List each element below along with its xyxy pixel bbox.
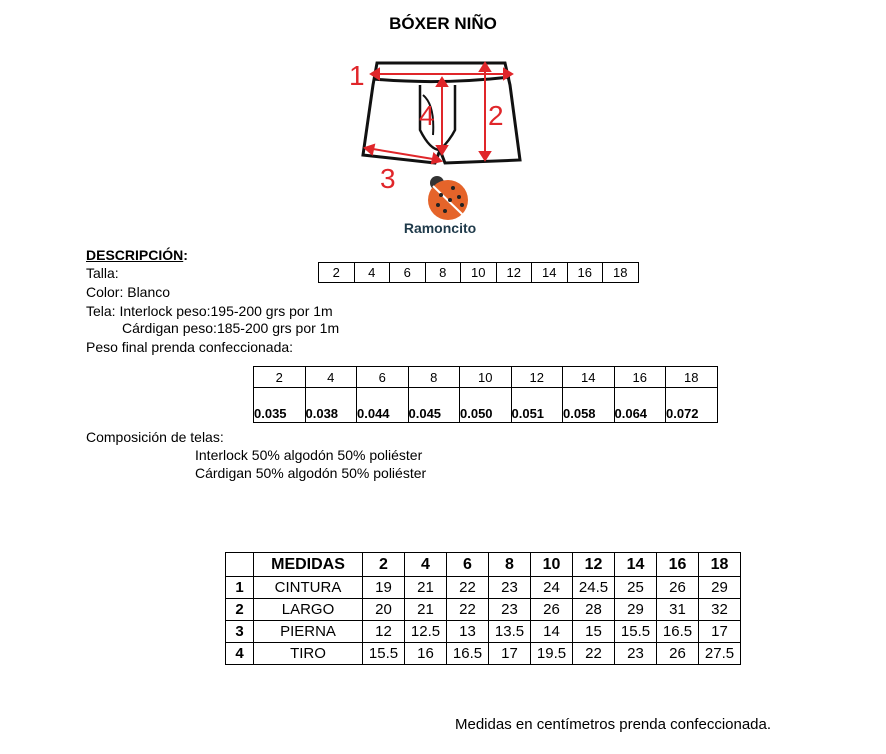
- weight-size-cell: 16: [614, 367, 666, 388]
- composition-cardigan: Cárdigan 50% algodón 50% poliéster: [195, 465, 427, 481]
- measure-name: TIRO: [254, 643, 363, 665]
- weight-value-cell: 0.050: [460, 388, 512, 423]
- weight-value-cell: 0.072: [666, 388, 718, 423]
- measure-value: 22: [573, 643, 615, 665]
- peso-final-text: Peso final prenda confeccionada:: [86, 339, 294, 355]
- composition-interlock: Interlock 50% algodón 50% poliéster: [195, 447, 423, 463]
- color-text: Color: Blanco: [86, 284, 171, 300]
- measure-value: 16.5: [657, 621, 699, 643]
- measure-value: 14: [531, 621, 573, 643]
- measure-size-header: 8: [489, 553, 531, 577]
- measures-header: MEDIDAS: [254, 553, 363, 577]
- measure-value: 12.5: [405, 621, 447, 643]
- size-cell: 12: [496, 263, 532, 283]
- measure-value: 22: [447, 599, 489, 621]
- weight-value-cell: 0.051: [511, 388, 563, 423]
- measure-value: 24: [531, 577, 573, 599]
- label-1: 1: [349, 60, 365, 91]
- measure-value: 32: [699, 599, 741, 621]
- corner-cell: [226, 553, 254, 577]
- size-cell: 4: [354, 263, 390, 283]
- weight-size-cell: 12: [511, 367, 563, 388]
- measure-value: 13: [447, 621, 489, 643]
- measure-size-header: 2: [363, 553, 405, 577]
- ladybug-logo-icon: [428, 176, 468, 220]
- measure-value: 15.5: [615, 621, 657, 643]
- measure-name: LARGO: [254, 599, 363, 621]
- measure-value: 24.5: [573, 577, 615, 599]
- measure-value: 29: [615, 599, 657, 621]
- measure-value: 15: [573, 621, 615, 643]
- measure-size-header: 6: [447, 553, 489, 577]
- size-cell: 2: [319, 263, 355, 283]
- measure-value: 13.5: [489, 621, 531, 643]
- boxer-diagram: [345, 55, 535, 240]
- label-4: 4: [419, 100, 435, 131]
- talla-label: Talla:: [86, 265, 119, 281]
- tela-text: Tela: Interlock peso:195-200 grs por 1m: [86, 303, 333, 319]
- size-cell: 14: [532, 263, 568, 283]
- weight-value-cell: 0.064: [614, 388, 666, 423]
- weight-size-cell: 10: [460, 367, 512, 388]
- measure-value: 23: [489, 577, 531, 599]
- measure-value: 20: [363, 599, 405, 621]
- measure-name: CINTURA: [254, 577, 363, 599]
- footer-note: Medidas en centímetros prenda confeccionada.: [455, 716, 772, 733]
- weight-value-cell: 0.058: [563, 388, 615, 423]
- measure-value: 23: [615, 643, 657, 665]
- size-cell: 8: [425, 263, 461, 283]
- measure-value: 12: [363, 621, 405, 643]
- row-number: 1: [226, 577, 254, 599]
- size-cell: 10: [461, 263, 497, 283]
- weight-size-cell: 8: [408, 367, 460, 388]
- measure-size-header: 10: [531, 553, 573, 577]
- measure-value: 17: [699, 621, 741, 643]
- label-3: 3: [380, 163, 396, 194]
- label-2: 2: [488, 100, 504, 131]
- measure-size-header: 18: [699, 553, 741, 577]
- table-row: [226, 599, 741, 621]
- weight-value-cell: 0.044: [357, 388, 409, 423]
- weight-size-cell: 18: [666, 367, 718, 388]
- measure-value: 16: [405, 643, 447, 665]
- measure-value: 26: [657, 577, 699, 599]
- measure-value: 23: [489, 599, 531, 621]
- measure-value: 22: [447, 577, 489, 599]
- colon: :: [183, 247, 188, 263]
- size-cell: 18: [603, 263, 639, 283]
- measure-size-header: 4: [405, 553, 447, 577]
- brand-name: Ramoncito: [403, 220, 477, 236]
- measure-value: 21: [405, 577, 447, 599]
- measure-value: 26: [657, 643, 699, 665]
- description-heading-wrap: [86, 247, 188, 263]
- sizes-table: [318, 262, 639, 283]
- measure-size-header: 14: [615, 553, 657, 577]
- table-row: [226, 577, 741, 599]
- measure-value: 17: [489, 643, 531, 665]
- measure-value: 26: [531, 599, 573, 621]
- size-cell: 6: [390, 263, 426, 283]
- cardigan-weight-text: Cárdigan peso:185-200 grs por 1m: [122, 320, 340, 336]
- row-number: 3: [226, 621, 254, 643]
- composition-label: Composición de telas:: [86, 429, 224, 445]
- weight-value-cell: 0.045: [408, 388, 460, 423]
- table-row: [226, 621, 741, 643]
- measure-value: 21: [405, 599, 447, 621]
- table-row: [226, 643, 741, 665]
- measure-value: 28: [573, 599, 615, 621]
- row-number: 2: [226, 599, 254, 621]
- measure-value: 29: [699, 577, 741, 599]
- weight-size-cell: 6: [357, 367, 409, 388]
- weights-table: [253, 366, 718, 423]
- measure-size-header: 12: [573, 553, 615, 577]
- measure-value: 15.5: [363, 643, 405, 665]
- weight-size-cell: 2: [254, 367, 306, 388]
- measure-value: 31: [657, 599, 699, 621]
- measure-value: 19: [363, 577, 405, 599]
- measure-name: PIERNA: [254, 621, 363, 643]
- measure-value: 25: [615, 577, 657, 599]
- measure-value: 19.5: [531, 643, 573, 665]
- measure-size-header: 16: [657, 553, 699, 577]
- measure-value: 16.5: [447, 643, 489, 665]
- description-heading: DESCRIPCIÓN: [86, 247, 184, 263]
- size-cell: 16: [567, 263, 603, 283]
- row-number: 4: [226, 643, 254, 665]
- page-title: BÓXER NIÑO: [389, 14, 497, 33]
- weight-size-cell: 4: [305, 367, 357, 388]
- measures-table: [225, 552, 741, 665]
- weight-value-cell: 0.038: [305, 388, 357, 423]
- measure-value: 27.5: [699, 643, 741, 665]
- weight-size-cell: 14: [563, 367, 615, 388]
- weight-value-cell: 0.035: [254, 388, 306, 423]
